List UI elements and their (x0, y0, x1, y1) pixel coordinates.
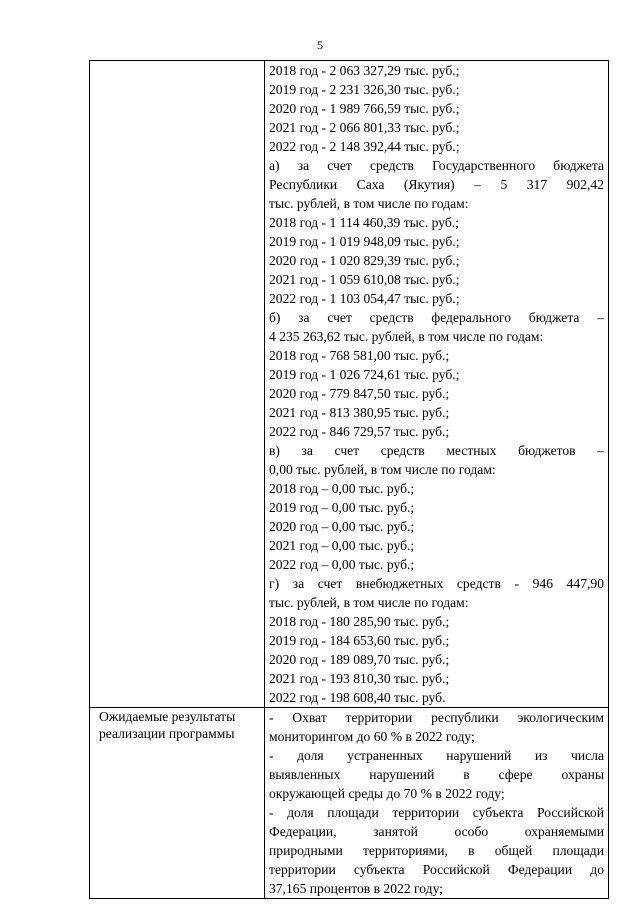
result-2-line-2: выявленных нарушений в сфере охраны (269, 767, 604, 782)
result-3-line-4: территории субъекта Российской Федерации до (269, 862, 604, 877)
funding-details-cell (265, 61, 609, 708)
total-year-2018: 2018 год - 2 063 327,29 тыс. руб.; (269, 63, 460, 78)
page-number: 5 (317, 38, 323, 52)
result-3-line-3: природными территориями, в общей площади (269, 843, 604, 858)
federal-budget-heading-last: 4 235 263,62 тыс. рублей, в том числе по годам: (269, 329, 544, 344)
state-budget-year-2018: 2018 год - 1 114 460,39 тыс. руб.; (269, 215, 459, 230)
state-budget-year-2020: 2020 год - 1 020 829,39 тыс. руб.; (269, 253, 460, 268)
extrabudgetary-year-2022: 2022 год - 198 608,40 тыс. руб. (269, 690, 446, 705)
results-label-line-1: Ожидаемые результаты (99, 709, 236, 724)
federal-budget-year-2018: 2018 год - 768 581,00 тыс. руб.; (269, 348, 450, 363)
local-budget-year-2018: 2018 год – 0,00 тыс. руб.; (269, 481, 415, 496)
total-year-2022: 2022 год - 2 148 392,44 тыс. руб.; (269, 139, 460, 154)
federal-budget-year-2019: 2019 год - 1 026 724,61 тыс. руб.; (269, 367, 460, 382)
result-3-last: 37,165 процентов в 2022 году; (269, 881, 443, 896)
results-details-cell (265, 708, 609, 899)
results-row (90, 708, 609, 899)
state-budget-year-2021: 2021 год - 1 059 610,08 тыс. руб.; (269, 272, 460, 287)
program-passport-table (89, 60, 609, 899)
federal-budget-heading-line-1: б) за счет средств федерального бюджета – (269, 310, 604, 325)
federal-budget-year-2022: 2022 год - 846 729,57 тыс. руб.; (269, 424, 450, 439)
result-3-line-1: - доля площади территории субъекта Российской (269, 805, 604, 820)
state-budget-year-2019: 2019 год - 1 019 948,09 тыс. руб.; (269, 234, 460, 249)
local-budget-year-2020: 2020 год – 0,00 тыс. руб.; (269, 519, 415, 534)
extrabudgetary-year-2019: 2019 год - 184 653,60 тыс. руб.; (269, 633, 450, 648)
result-2-last: окружающей среды до 70 % в 2022 году; (269, 786, 505, 801)
result-1-line-1: - Охват территории республики экологическим (269, 710, 604, 725)
local-budget-year-2021: 2021 год – 0,00 тыс. руб.; (269, 538, 415, 553)
state-budget-year-2022: 2022 год - 1 103 054,47 тыс. руб.; (269, 291, 460, 306)
state-budget-heading-line-1: а) за счет средств Государственного бюджета (269, 158, 604, 173)
extrabudgetary-year-2020: 2020 год - 189 089,70 тыс. руб.; (269, 652, 450, 667)
total-year-2019: 2019 год - 2 231 326,30 тыс. руб.; (269, 82, 460, 97)
results-label-cell (90, 708, 265, 899)
result-1-last: мониторингом до 60 % в 2022 году; (269, 729, 475, 744)
result-2-line-1: - доля устраненных нарушений из числа (269, 748, 604, 763)
federal-budget-year-2021: 2021 год - 813 380,95 тыс. руб.; (269, 405, 450, 420)
state-budget-heading-last: тыс. рублей, в том числе по годам: (269, 196, 469, 211)
result-3-line-2: Федерации, занятой особо охраняемыми (269, 824, 604, 839)
funding-row (90, 61, 609, 708)
extrabudgetary-year-2018: 2018 год - 180 285,90 тыс. руб.; (269, 614, 450, 629)
local-budget-heading-line-1: в) за счет средств местных бюджетов – (269, 443, 604, 458)
local-budget-year-2022: 2022 год – 0,00 тыс. руб.; (269, 557, 415, 572)
extrabudgetary-year-2021: 2021 год - 193 810,30 тыс. руб.; (269, 671, 450, 686)
total-year-2020: 2020 год - 1 989 766,59 тыс. руб.; (269, 101, 460, 116)
funding-label-cell (90, 61, 265, 708)
local-budget-year-2019: 2019 год – 0,00 тыс. руб.; (269, 500, 415, 515)
federal-budget-year-2020: 2020 год - 779 847,50 тыс. руб.; (269, 386, 450, 401)
extrabudgetary-heading-line-1: г) за счет внебюджетных средств - 946 447,90 (269, 576, 604, 591)
results-label-line-2: реализации программы (99, 726, 235, 741)
state-budget-heading-line-2: Республики Саха (Якутия) – 5 317 902,42 (269, 177, 604, 192)
local-budget-heading-last: 0,00 тыс. рублей, в том числе по годам: (269, 462, 496, 477)
total-year-2021: 2021 год - 2 066 801,33 тыс. руб.; (269, 120, 460, 135)
extrabudgetary-heading-last: тыс. рублей, в том числе по годам: (269, 595, 469, 610)
